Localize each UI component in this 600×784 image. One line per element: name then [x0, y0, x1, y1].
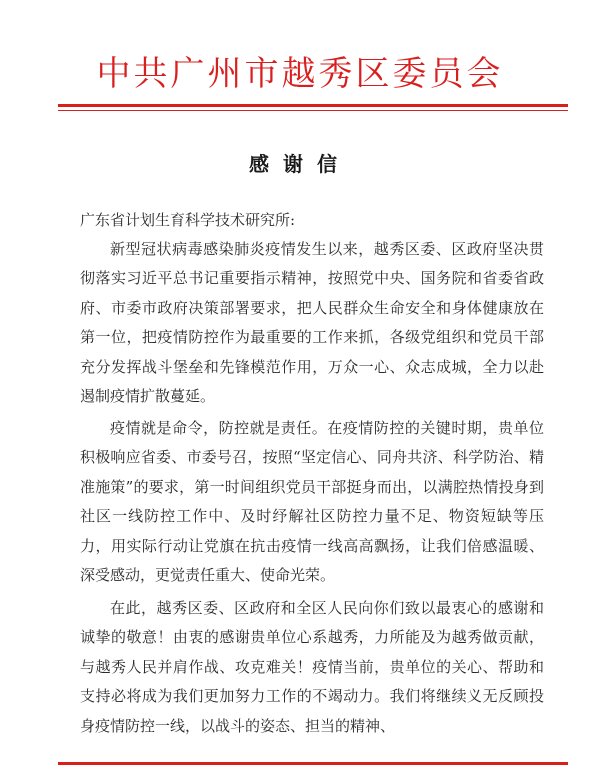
footer-divider	[58, 762, 568, 765]
letter-paragraph-1: 新型冠状病毒感染肺炎疫情发生以来，越秀区委、区政府坚决贯彻落实习近平总书记重要指示精神，按照党中央、国务院和省委省政府、市委市政府决策部署要求，把人民群众生命安全和身体健康放在第一位，把疫情防控作为最重要的工作来抓，各级党组织和党员干部充分发挥战斗堡垒和先锋模范作用，万众一心、众志成城，全力以赴遏制疫情扩散蔓延。	[80, 240, 544, 406]
letter-title: 感谢信	[249, 152, 351, 176]
masthead-divider-thin	[58, 110, 568, 111]
letter-paragraph-2: 疫情就是命令，防控就是责任。在疫情防控的关键时期，贵单位积极响应省委、市委号召，按照“坚定信心、同舟共济、科学防治、精准施策”的要求，第一时间组织党员干部挺身而出，以满腔热情投身到社区一线防控工作中、及时纾解社区防控力量不足、物资短缺等压力，用实际行动让党旗在抗击疫情一线高高飘扬，让我们倍感温暖、深受感动，更觉责任重大、使命光荣。	[80, 419, 544, 585]
letter-paragraph-3: 在此，越秀区委、区政府和全区人民向你们致以最衷心的感谢和诚挚的敬意！由衷的感谢贵单位心系越秀，力所能及为越秀做贡献，与越秀人民并肩作战、攻克难关！疫情当前，贵单位的关心、帮助和支持必将成为我们更加努力工作的不竭动力。我们将继续义无反顾投身疫情防控一线，以战斗的姿态、担当的精神、	[80, 599, 544, 735]
letter-salutation: 广东省计划生育科学技术研究所:	[80, 211, 296, 229]
masthead-divider-thick	[58, 104, 568, 107]
organization-masthead: 中共广州市越秀区委员会	[96, 54, 504, 94]
